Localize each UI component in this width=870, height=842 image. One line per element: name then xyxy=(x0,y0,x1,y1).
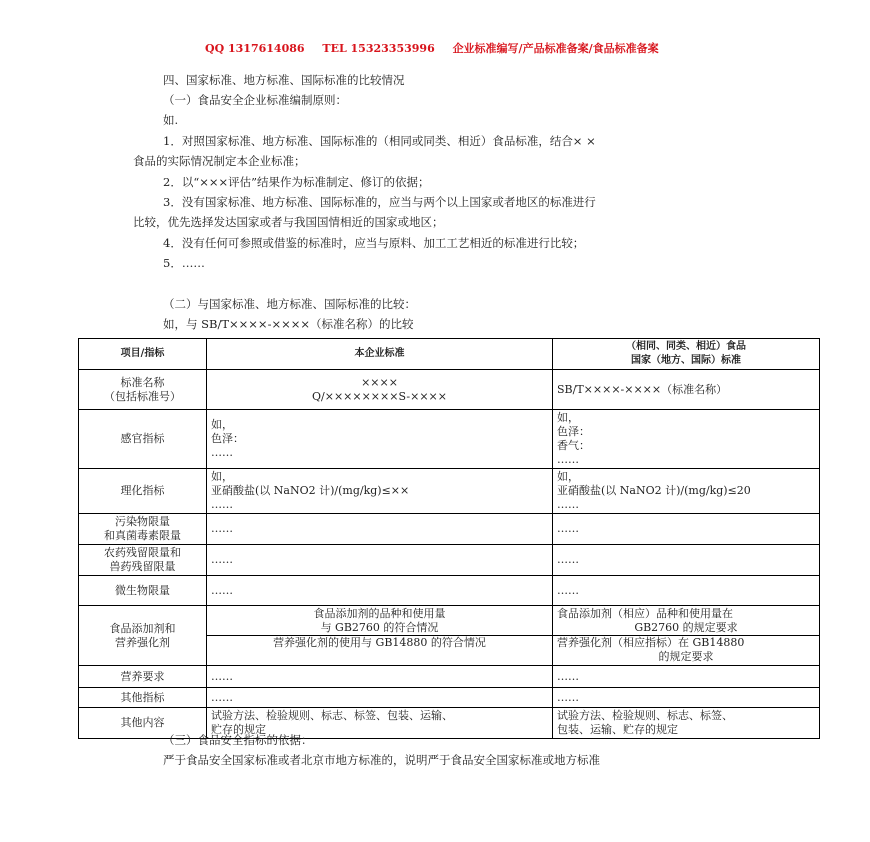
table-row xyxy=(79,688,820,708)
header-enterprise: 本企业标准 xyxy=(207,339,553,370)
sub1-title: （一）食品安全企业标准编制原则： xyxy=(163,93,347,107)
row-label-contaminant: 污染物限量 和真菌毒素限量 xyxy=(79,514,207,545)
principle-1b: 食品的实际情况制定本企业标准； xyxy=(133,154,306,168)
principle-3a: 3．没有国家标准、地方标准、国际标准的，应当与两个以上国家或者地区的标准进行 xyxy=(163,195,596,209)
row-label-nutrition: 营养要求 xyxy=(79,666,207,688)
reference-nutrition: …… xyxy=(553,666,820,688)
principle-1a: 1．对照国家标准、地方标准、国际标准的（相同或同类、相近）食品标准，结合× × xyxy=(163,134,596,148)
reference-other-content: 试验方法、检验规则、标志、标签、 包装、运输、贮存的规定 xyxy=(553,708,820,739)
row-label-other-index: 其他指标 xyxy=(79,688,207,708)
row-label-micro: 微生物限量 xyxy=(79,576,207,606)
table-row xyxy=(79,370,820,410)
enterprise-micro: …… xyxy=(207,576,553,606)
row-label-other-content: 其他内容 xyxy=(79,708,207,739)
sub2-title: （二）与国家标准、地方标准、国际标准的比较： xyxy=(163,297,416,311)
enterprise-additive: 食品添加剂的品种和使用量 与 GB2760 的符合情况 营养强化剂的使用与 GB14880 的符合情况 xyxy=(207,606,553,666)
header-item: 项目/指标 xyxy=(79,339,207,370)
table-row xyxy=(79,606,820,666)
reference-contaminant: …… xyxy=(553,514,820,545)
table-row xyxy=(79,410,820,469)
enterprise-other-index: …… xyxy=(207,688,553,708)
reference-sensory: 如， 色泽： 香气： …… xyxy=(553,410,820,469)
principle-2: 2．以“×××评估”结果作为标准制定、修订的依据； xyxy=(163,175,430,189)
row-label-physchem: 理化指标 xyxy=(79,469,207,514)
table-row xyxy=(79,576,820,606)
principle-3b: 比较，优先选择发达国家或者与我国国情相近的国家或地区； xyxy=(133,215,444,229)
row-label-standard-name: 标准名称 （包括标准号） xyxy=(79,370,207,410)
reference-other-index: …… xyxy=(553,688,820,708)
principle-5: 5．…… xyxy=(163,256,205,270)
sub3-text: 严于食品安全国家标准或者北京市地方标准的，说明严于食品安全国家标准或地方标准 xyxy=(163,753,600,767)
comparison-table xyxy=(78,338,820,739)
enterprise-residue: …… xyxy=(207,545,553,576)
row-label-sensory: 感官指标 xyxy=(79,410,207,469)
enterprise-nutrition: …… xyxy=(207,666,553,688)
reference-physchem: 如， 亚硝酸盐(以 NaNO2 计)/(mg/kg)≤20 …… xyxy=(553,469,820,514)
table-header-row xyxy=(79,339,820,370)
reference-micro: …… xyxy=(553,576,820,606)
row-label-additive: 食品添加剂和 营养强化剂 xyxy=(79,606,207,666)
table-row xyxy=(79,666,820,688)
contact-header xyxy=(205,40,673,56)
table-row xyxy=(79,545,820,576)
enterprise-contaminant: …… xyxy=(207,514,553,545)
row-label-residue: 农药残留限量和 兽药残留限量 xyxy=(79,545,207,576)
header-reference: （相同、同类、相近）食品 国家（地方、国际）标准 xyxy=(553,339,820,370)
table-row xyxy=(79,469,820,514)
enterprise-sensory: 如， 色泽： …… xyxy=(207,410,553,469)
qq-number: QQ 1317614086 xyxy=(205,42,305,55)
table-row xyxy=(79,514,820,545)
sub3-title: （三）食品安全指标的依据： xyxy=(163,733,313,747)
reference-residue: …… xyxy=(553,545,820,576)
sub2-example: 如，与 SB/T××××-××××（标准名称）的比较 xyxy=(163,317,414,331)
reference-additive: 食品添加剂（相应）品种和使用量在 GB2760 的规定要求 营养强化剂（相应指标）在 GB14880 的规定要求 xyxy=(553,606,820,666)
enterprise-other-content: 试验方法、检验规则、标志、标签、包装、运输、 贮存的规定 xyxy=(207,708,553,739)
reference-standard-name: SB/T××××-××××（标准名称） xyxy=(553,370,820,410)
services-text: 企业标准编写/产品标准备案/食品标准备案 xyxy=(452,42,659,55)
principle-4: 4．没有任何可参照或借鉴的标准时，应当与原料、加工工艺相近的标准进行比较； xyxy=(163,236,585,250)
enterprise-physchem: 如， 亚硝酸盐(以 NaNO2 计)/(mg/kg)≤×× …… xyxy=(207,469,553,514)
tel-number: TEL 15323353996 xyxy=(322,42,435,55)
example-label: 如. xyxy=(163,113,179,127)
enterprise-standard-name: ×××× Q/××××××××S-×××× xyxy=(207,370,553,410)
section-4-title: 四、国家标准、地方标准、国际标准的比较情况 xyxy=(163,73,405,87)
